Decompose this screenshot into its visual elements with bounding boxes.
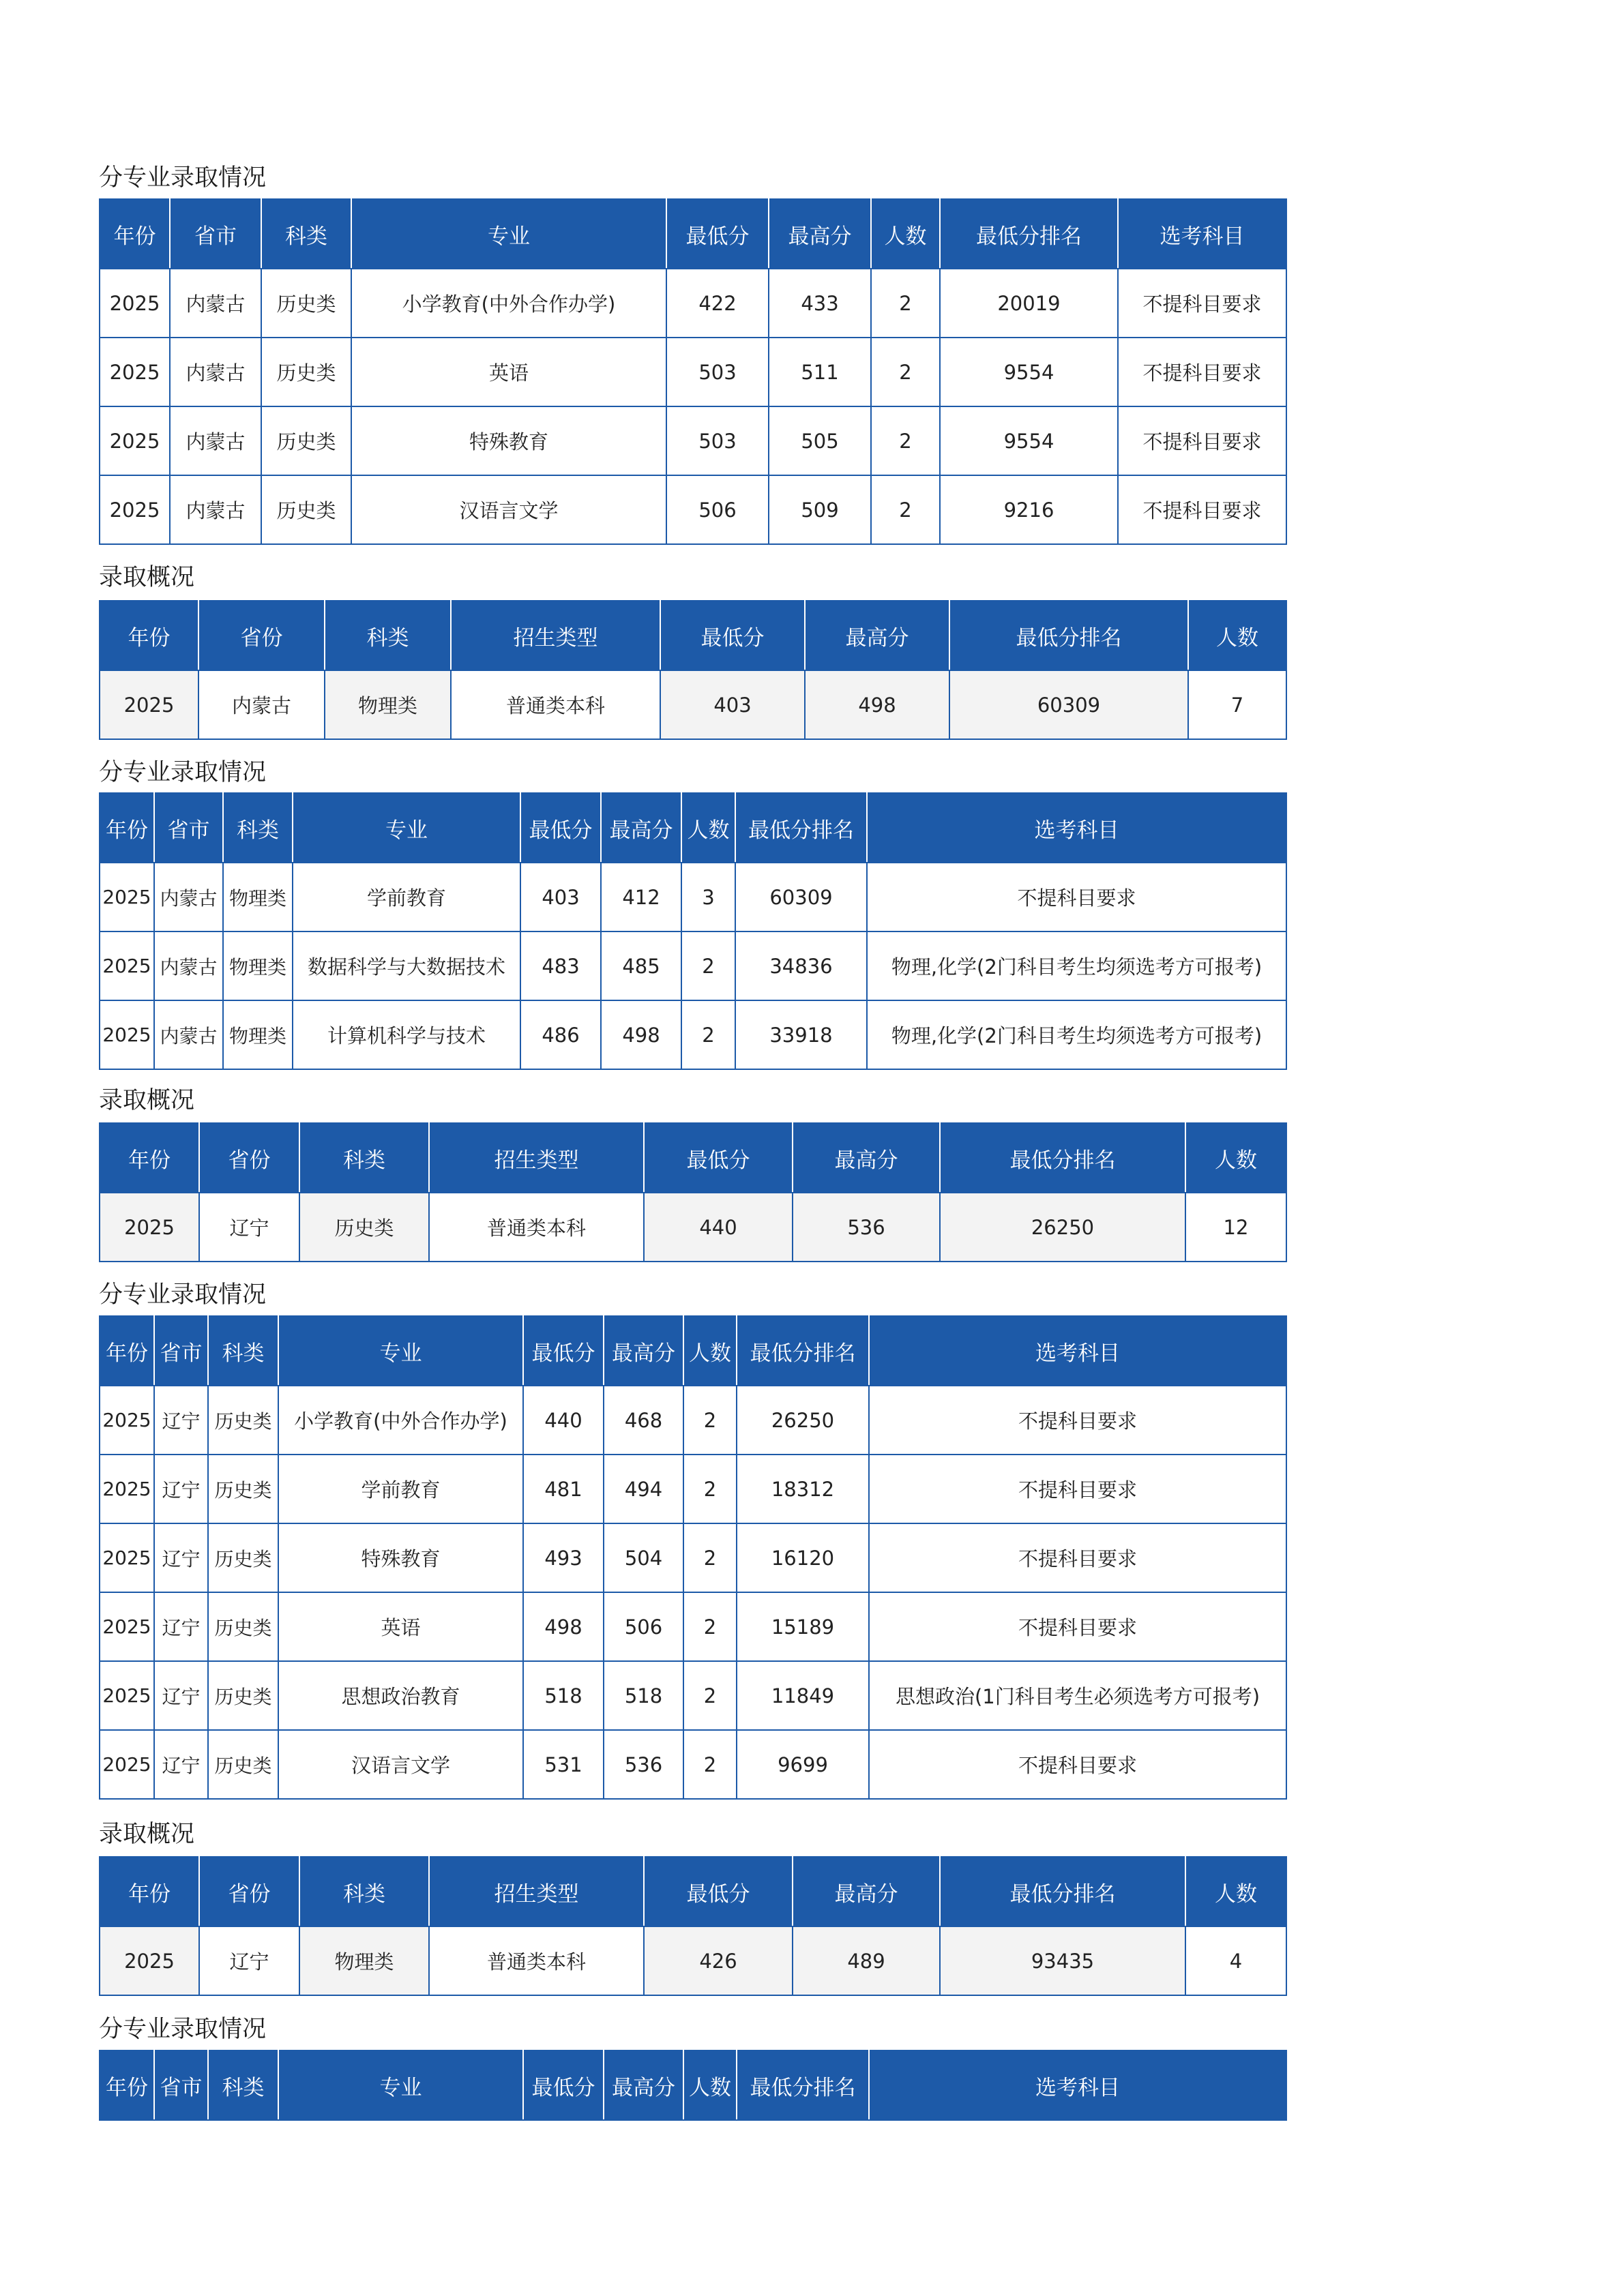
cell-year: 2025 xyxy=(100,269,170,338)
cell-year: 2025 xyxy=(100,863,154,931)
header-max-score: 最高分 xyxy=(601,793,681,863)
header-year: 年份 xyxy=(100,2051,154,2120)
cell-year: 2025 xyxy=(100,1193,199,1262)
cell-max-score: 536 xyxy=(604,1730,683,1799)
table-row xyxy=(100,1000,1286,1069)
cell-min-rank: 18312 xyxy=(737,1455,869,1523)
cell-province: 内蒙古 xyxy=(170,406,261,475)
cell-max-score: 468 xyxy=(604,1386,683,1455)
cell-province: 辽宁 xyxy=(154,1523,208,1592)
cell-subjects: 不提科目要求 xyxy=(869,1386,1286,1455)
header-min-rank: 最低分排名 xyxy=(940,199,1118,269)
table-row xyxy=(100,1193,1286,1262)
header-count: 人数 xyxy=(871,199,940,269)
major-admission-table xyxy=(99,2050,1287,2121)
cell-subjects: 物理,化学(2门科目考生均须选考方可报考) xyxy=(867,931,1286,1000)
header-max-score: 最高分 xyxy=(769,199,871,269)
cell-category: 物理类 xyxy=(325,670,451,739)
table-header-row xyxy=(100,1123,1286,1193)
cell-category: 物理类 xyxy=(223,1000,293,1069)
cell-subjects: 不提科目要求 xyxy=(1118,338,1286,406)
cell-subjects: 不提科目要求 xyxy=(1118,406,1286,475)
cell-province: 辽宁 xyxy=(154,1730,208,1799)
cell-province: 内蒙古 xyxy=(154,931,223,1000)
header-major: 专业 xyxy=(278,2051,523,2120)
cell-min-score: 422 xyxy=(666,269,769,338)
cell-min-score: 440 xyxy=(523,1386,604,1455)
cell-min-rank: 60309 xyxy=(735,863,867,931)
cell-subjects: 思想政治(1门科目考生必须选考方可报考) xyxy=(869,1661,1286,1730)
cell-min-rank: 20019 xyxy=(940,269,1118,338)
cell-province: 内蒙古 xyxy=(154,1000,223,1069)
header-major: 专业 xyxy=(351,199,666,269)
cell-major: 小学教育(中外合作办学) xyxy=(278,1386,523,1455)
table-header-row xyxy=(100,793,1286,863)
table-row xyxy=(100,1386,1286,1455)
table-row xyxy=(100,670,1286,739)
header-min-rank: 最低分排名 xyxy=(949,601,1188,670)
cell-major: 特殊教育 xyxy=(351,406,666,475)
header-min-score: 最低分 xyxy=(660,601,805,670)
cell-category: 历史类 xyxy=(208,1730,278,1799)
cell-year: 2025 xyxy=(100,1000,154,1069)
cell-max-score: 505 xyxy=(769,406,871,475)
header-category: 科类 xyxy=(261,199,351,269)
cell-min-rank: 33918 xyxy=(735,1000,867,1069)
header-category: 科类 xyxy=(299,1857,429,1926)
header-year: 年份 xyxy=(100,1123,199,1193)
header-min-rank: 最低分排名 xyxy=(735,793,867,863)
header-count: 人数 xyxy=(1185,1857,1286,1926)
cell-major: 小学教育(中外合作办学) xyxy=(351,269,666,338)
table-row xyxy=(100,269,1286,338)
cell-province: 辽宁 xyxy=(154,1455,208,1523)
header-major: 专业 xyxy=(278,1316,523,1386)
cell-count: 2 xyxy=(683,1592,737,1661)
section-title-admission-summary: 录取概况 xyxy=(99,564,195,591)
header-category: 科类 xyxy=(299,1123,429,1193)
cell-category: 历史类 xyxy=(208,1386,278,1455)
cell-year: 2025 xyxy=(100,406,170,475)
cell-category: 历史类 xyxy=(208,1523,278,1592)
cell-min-rank: 15189 xyxy=(737,1592,869,1661)
cell-major: 学前教育 xyxy=(293,863,520,931)
header-year: 年份 xyxy=(100,1316,154,1386)
cell-min-score: 481 xyxy=(523,1455,604,1523)
header-year: 年份 xyxy=(100,1857,199,1926)
cell-year: 2025 xyxy=(100,338,170,406)
cell-category: 历史类 xyxy=(299,1193,429,1262)
cell-province: 辽宁 xyxy=(199,1193,299,1262)
cell-min-score: 493 xyxy=(523,1523,604,1592)
major-admission-table xyxy=(99,1315,1287,1800)
header-min-score: 最低分 xyxy=(523,1316,604,1386)
table-row xyxy=(100,1661,1286,1730)
cell-subjects: 不提科目要求 xyxy=(867,863,1286,931)
cell-province: 内蒙古 xyxy=(170,475,261,544)
table-row xyxy=(100,1926,1286,1995)
table-row xyxy=(100,406,1286,475)
section-title-admission-summary: 录取概况 xyxy=(99,1821,195,1848)
header-max-score: 最高分 xyxy=(805,601,949,670)
cell-category: 历史类 xyxy=(261,475,351,544)
table-row xyxy=(100,1455,1286,1523)
cell-min-rank: 26250 xyxy=(940,1193,1185,1262)
major-admission-table xyxy=(99,198,1287,545)
header-subjects: 选考科目 xyxy=(869,2051,1286,2120)
cell-major: 汉语言文学 xyxy=(278,1730,523,1799)
header-min-score: 最低分 xyxy=(523,2051,604,2120)
section-title-major-admission: 分专业录取情况 xyxy=(99,1281,267,1309)
cell-min-score: 440 xyxy=(644,1193,793,1262)
cell-year: 2025 xyxy=(100,1730,154,1799)
cell-max-score: 494 xyxy=(604,1455,683,1523)
major-admission-table xyxy=(99,792,1287,1070)
header-category: 科类 xyxy=(208,2051,278,2120)
header-enrollment-type: 招生类型 xyxy=(429,1857,644,1926)
cell-year: 2025 xyxy=(100,1455,154,1523)
header-max-score: 最高分 xyxy=(604,2051,683,2120)
cell-count: 2 xyxy=(681,1000,735,1069)
cell-year: 2025 xyxy=(100,1592,154,1661)
cell-count: 2 xyxy=(871,406,940,475)
table-row xyxy=(100,475,1286,544)
cell-major: 英语 xyxy=(351,338,666,406)
header-min-score: 最低分 xyxy=(644,1123,793,1193)
header-min-score: 最低分 xyxy=(520,793,601,863)
cell-major: 学前教育 xyxy=(278,1455,523,1523)
cell-count: 2 xyxy=(681,931,735,1000)
header-category: 科类 xyxy=(325,601,451,670)
header-subjects: 选考科目 xyxy=(867,793,1286,863)
cell-category: 物理类 xyxy=(223,863,293,931)
cell-category: 物理类 xyxy=(299,1926,429,1995)
admission-summary-table xyxy=(99,600,1287,740)
cell-year: 2025 xyxy=(100,1523,154,1592)
admission-summary-table xyxy=(99,1856,1287,1996)
cell-subjects: 不提科目要求 xyxy=(869,1730,1286,1799)
cell-major: 计算机科学与技术 xyxy=(293,1000,520,1069)
header-year: 年份 xyxy=(100,199,170,269)
cell-province: 内蒙古 xyxy=(198,670,325,739)
table-row xyxy=(100,931,1286,1000)
cell-major: 汉语言文学 xyxy=(351,475,666,544)
cell-min-rank: 60309 xyxy=(949,670,1188,739)
cell-category: 历史类 xyxy=(208,1455,278,1523)
cell-max-score: 509 xyxy=(769,475,871,544)
cell-min-rank: 11849 xyxy=(737,1661,869,1730)
header-max-score: 最高分 xyxy=(793,1123,940,1193)
cell-max-score: 536 xyxy=(793,1193,940,1262)
cell-max-score: 485 xyxy=(601,931,681,1000)
cell-count: 2 xyxy=(683,1386,737,1455)
cell-subjects: 不提科目要求 xyxy=(869,1523,1286,1592)
header-province: 省市 xyxy=(170,199,261,269)
cell-max-score: 504 xyxy=(604,1523,683,1592)
cell-min-rank: 93435 xyxy=(940,1926,1185,1995)
cell-province: 内蒙古 xyxy=(170,338,261,406)
table-row xyxy=(100,338,1286,406)
header-subjects: 选考科目 xyxy=(1118,199,1286,269)
header-province: 省份 xyxy=(198,601,325,670)
cell-count: 3 xyxy=(681,863,735,931)
table-header-row xyxy=(100,1316,1286,1386)
cell-major: 特殊教育 xyxy=(278,1523,523,1592)
cell-count: 2 xyxy=(683,1455,737,1523)
cell-min-score: 403 xyxy=(660,670,805,739)
cell-max-score: 506 xyxy=(604,1592,683,1661)
cell-min-score: 503 xyxy=(666,406,769,475)
header-max-score: 最高分 xyxy=(793,1857,940,1926)
cell-year: 2025 xyxy=(100,1386,154,1455)
header-count: 人数 xyxy=(683,2051,737,2120)
header-category: 科类 xyxy=(223,793,293,863)
cell-max-score: 498 xyxy=(601,1000,681,1069)
cell-count: 2 xyxy=(683,1730,737,1799)
cell-count: 2 xyxy=(871,269,940,338)
section-title-admission-summary: 录取概况 xyxy=(99,1087,195,1114)
cell-min-score: 503 xyxy=(666,338,769,406)
header-min-rank: 最低分排名 xyxy=(940,1857,1185,1926)
header-province: 省市 xyxy=(154,2051,208,2120)
cell-category: 历史类 xyxy=(261,269,351,338)
section-title-major-admission: 分专业录取情况 xyxy=(99,2016,267,2043)
cell-category: 历史类 xyxy=(208,1592,278,1661)
section-title-major-admission: 分专业录取情况 xyxy=(99,759,267,786)
cell-province: 辽宁 xyxy=(154,1386,208,1455)
header-max-score: 最高分 xyxy=(604,1316,683,1386)
cell-province: 辽宁 xyxy=(199,1926,299,1995)
header-province: 省份 xyxy=(199,1123,299,1193)
cell-category: 历史类 xyxy=(208,1661,278,1730)
cell-max-score: 511 xyxy=(769,338,871,406)
header-year: 年份 xyxy=(100,793,154,863)
header-min-rank: 最低分排名 xyxy=(940,1123,1185,1193)
cell-min-rank: 9554 xyxy=(940,406,1118,475)
cell-count: 2 xyxy=(871,475,940,544)
cell-category: 历史类 xyxy=(261,406,351,475)
cell-max-score: 518 xyxy=(604,1661,683,1730)
cell-year: 2025 xyxy=(100,931,154,1000)
cell-count: 12 xyxy=(1185,1193,1286,1262)
table-row xyxy=(100,863,1286,931)
cell-max-score: 412 xyxy=(601,863,681,931)
table-row xyxy=(100,1592,1286,1661)
cell-year: 2025 xyxy=(100,1661,154,1730)
header-subjects: 选考科目 xyxy=(869,1316,1286,1386)
cell-category: 物理类 xyxy=(223,931,293,1000)
header-count: 人数 xyxy=(683,1316,737,1386)
cell-province: 辽宁 xyxy=(154,1592,208,1661)
cell-min-rank: 34836 xyxy=(735,931,867,1000)
section-title-major-admission: 分专业录取情况 xyxy=(99,164,267,192)
header-min-rank: 最低分排名 xyxy=(737,1316,869,1386)
cell-province: 内蒙古 xyxy=(170,269,261,338)
cell-count: 2 xyxy=(683,1661,737,1730)
table-row xyxy=(100,1523,1286,1592)
cell-major: 英语 xyxy=(278,1592,523,1661)
cell-min-score: 506 xyxy=(666,475,769,544)
table-header-row xyxy=(100,199,1286,269)
cell-count: 2 xyxy=(871,338,940,406)
header-province: 省市 xyxy=(154,793,223,863)
cell-min-rank: 9554 xyxy=(940,338,1118,406)
header-min-score: 最低分 xyxy=(666,199,769,269)
cell-min-score: 518 xyxy=(523,1661,604,1730)
cell-year: 2025 xyxy=(100,670,198,739)
header-enrollment-type: 招生类型 xyxy=(451,601,660,670)
header-category: 科类 xyxy=(208,1316,278,1386)
cell-subjects: 不提科目要求 xyxy=(1118,475,1286,544)
cell-min-rank: 9699 xyxy=(737,1730,869,1799)
cell-subjects: 物理,化学(2门科目考生均须选考方可报考) xyxy=(867,1000,1286,1069)
cell-major: 思想政治教育 xyxy=(278,1661,523,1730)
cell-subjects: 不提科目要求 xyxy=(869,1455,1286,1523)
table-header-row xyxy=(100,601,1286,670)
cell-subjects: 不提科目要求 xyxy=(869,1592,1286,1661)
header-min-rank: 最低分排名 xyxy=(737,2051,869,2120)
cell-category: 历史类 xyxy=(261,338,351,406)
header-major: 专业 xyxy=(293,793,520,863)
cell-year: 2025 xyxy=(100,475,170,544)
cell-max-score: 433 xyxy=(769,269,871,338)
header-province: 省份 xyxy=(199,1857,299,1926)
cell-min-score: 531 xyxy=(523,1730,604,1799)
header-enrollment-type: 招生类型 xyxy=(429,1123,644,1193)
cell-enrollment-type: 普通类本科 xyxy=(429,1193,644,1262)
cell-enrollment-type: 普通类本科 xyxy=(451,670,660,739)
cell-year: 2025 xyxy=(100,1926,199,1995)
cell-province: 内蒙古 xyxy=(154,863,223,931)
cell-max-score: 489 xyxy=(793,1926,940,1995)
cell-min-rank: 9216 xyxy=(940,475,1118,544)
cell-min-rank: 16120 xyxy=(737,1523,869,1592)
cell-min-score: 426 xyxy=(644,1926,793,1995)
cell-min-score: 498 xyxy=(523,1592,604,1661)
cell-max-score: 498 xyxy=(805,670,949,739)
header-province: 省市 xyxy=(154,1316,208,1386)
header-count: 人数 xyxy=(681,793,735,863)
table-row xyxy=(100,1730,1286,1799)
cell-province: 辽宁 xyxy=(154,1661,208,1730)
cell-min-rank: 26250 xyxy=(737,1386,869,1455)
table-header-row xyxy=(100,2051,1286,2120)
cell-enrollment-type: 普通类本科 xyxy=(429,1926,644,1995)
cell-major: 数据科学与大数据技术 xyxy=(293,931,520,1000)
admission-summary-table xyxy=(99,1122,1287,1262)
cell-min-score: 486 xyxy=(520,1000,601,1069)
table-header-row xyxy=(100,1857,1286,1926)
cell-subjects: 不提科目要求 xyxy=(1118,269,1286,338)
cell-count: 2 xyxy=(683,1523,737,1592)
cell-count: 7 xyxy=(1188,670,1286,739)
cell-count: 4 xyxy=(1185,1926,1286,1995)
header-min-score: 最低分 xyxy=(644,1857,793,1926)
cell-min-score: 403 xyxy=(520,863,601,931)
cell-min-score: 483 xyxy=(520,931,601,1000)
header-count: 人数 xyxy=(1185,1123,1286,1193)
header-count: 人数 xyxy=(1188,601,1286,670)
header-year: 年份 xyxy=(100,601,198,670)
